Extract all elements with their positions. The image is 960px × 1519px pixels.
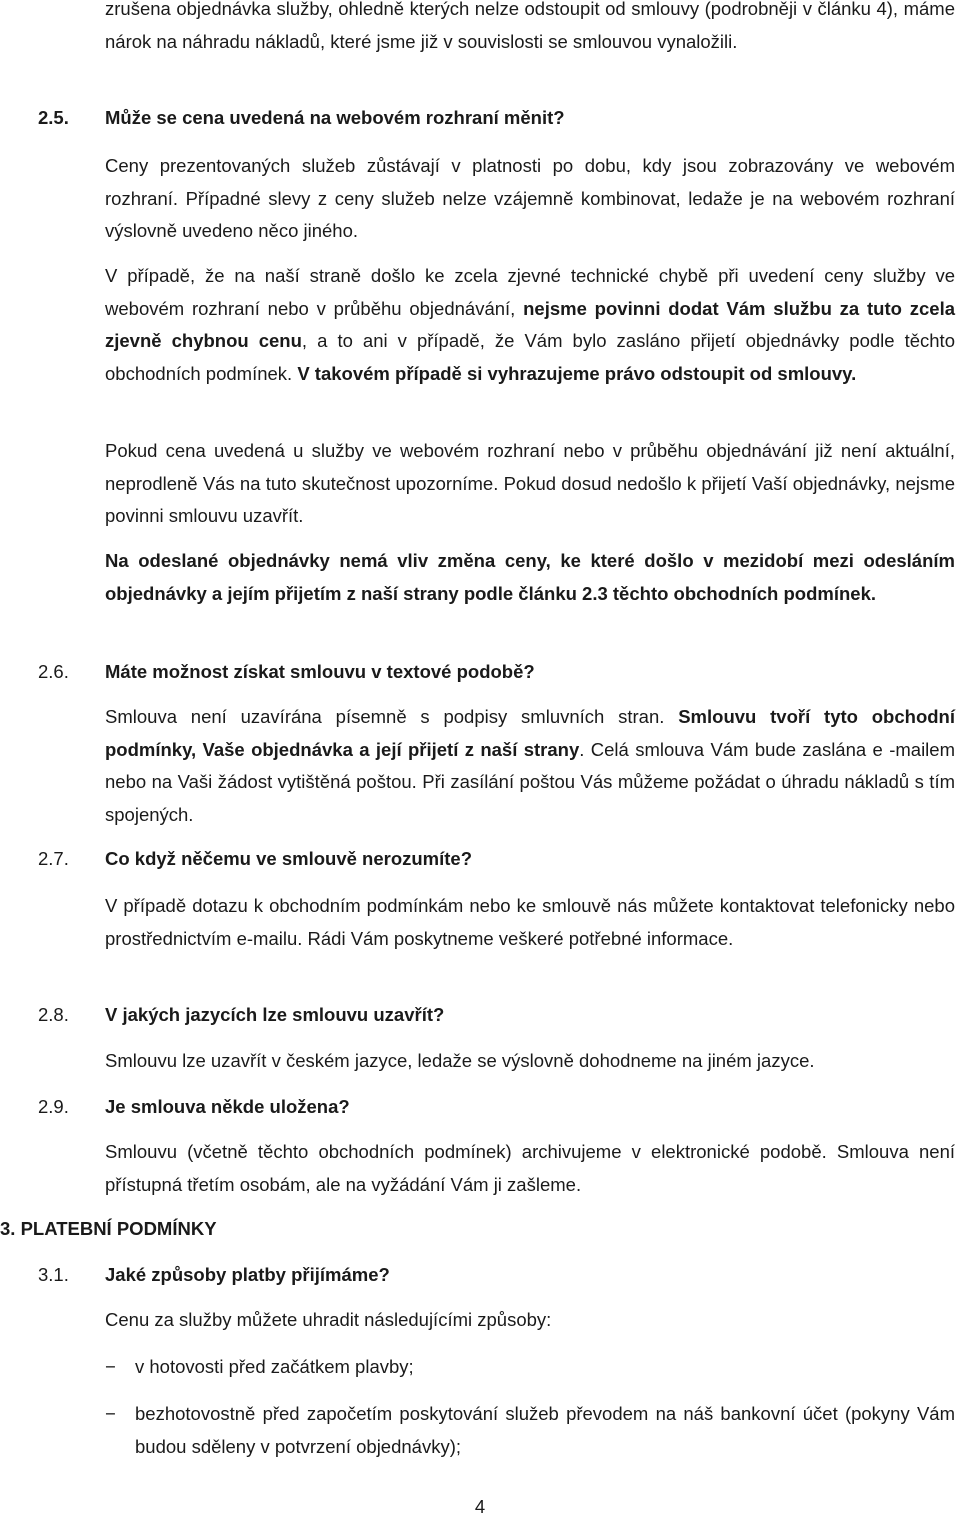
section-number-2-9: 2.9. [38,1096,69,1117]
section-heading-2-8: V jakých jazycích lze smlouvu uzavřít? [105,1004,445,1025]
paragraph-payment-intro: Cenu za služby můžete uhradit následujícími způsoby: [105,1309,552,1330]
section-number-2-5: 2.5. [38,107,69,128]
dash-bullet-icon: − [105,1403,116,1424]
section-heading-2-6: Máte možnost získat smlouvu v textové podobě? [105,661,535,682]
paragraph-prices: Ceny prezentovaných služeb zůstávají v platnosti po dobu, kdy jsou zobrazovány ve webovém rozhraní. Případné slevy z ceny služeb nelze vzájemně kombinovat, ledaže je na webovém rozhraní výslovně uvedeno něco jiného. [105,155,955,241]
chapter-heading-3: 3. PLATEBNÍ PODMÍNKY [0,1218,217,1239]
paragraph-price-error: V případě, že na naší straně došlo ke zcela zjevné technické chybě při uvedení ceny služby ve webovém rozhraní nebo v průběhu objednávání, nejsme povinni dodat Vám službu za tuto zcela zjevně chybnou cenu, a to ani v případě, že Vám bylo zasláno přijetí objednávky podle těchto obchodních podmínek. V takovém případě si vyhrazujeme právo odstoupit od smlouvy. [105,265,956,384]
paragraph-language: Smlouvu lze uzavřít v českém jazyce, ledaže se výslovně dohodneme na jiném jazyce. [105,1050,815,1071]
paragraph-top: zrušena objednávka služby, ohledně kterých nelze odstoupit od smlouvy (podrobněji v článku 4), máme nárok na náhradu nákladů, které jsme již v souvislosti se smlouvou vynaložili. [105,0,955,52]
section-heading-3-1: Jaké způsoby platby přijímáme? [105,1264,390,1285]
section-heading-2-9: Je smlouva někde uložena? [105,1096,350,1117]
section-number-2-7: 2.7. [38,848,69,869]
page-number: 4 [474,1496,486,1517]
paragraph-price-outdated: Pokud cena uvedená u služby ve webovém rozhraní nebo v průběhu objednávání již není aktuální, neprodleně Vás na tuto skutečnost upozorníme. Pokud dosud nedošlo k přijetí Vaší objednávky, nejsme povinni smlouvu uzavřít. [105,440,955,526]
paragraph-archive: Smlouvu (včetně těchto obchodních podmínek) archivujeme v elektronické podobě. Smlouva není přístupná třetím osobám, ale na vyžádání Vám ji zašleme. [105,1141,955,1195]
section-number-2-8: 2.8. [38,1004,69,1025]
emphasis-contract-composition: Smlouvu tvoří tyto obchodní podmínky, Vaše objednávka a její přijetí z naší strany [105,706,955,760]
section-number-2-6: 2.6. [38,661,69,682]
paragraph-contact: V případě dotazu k obchodním podmínkám nebo ke smlouvě nás můžete kontaktovat telefonicky nebo prostřednictvím e-mailu. Rádi Vám poskytneme veškeré potřebné informace. [105,895,955,949]
paragraph-contract-text-form: Smlouva není uzavírána písemně s podpisy smluvních stran. Smlouvu tvoří tyto obchodní podmínky, Vaše objednávka a její přijetí z naší strany. Celá smlouva Vám bude zaslána e -mailem nebo na Vaši žádost vytištěná poštou. Při zasílání poštou Vás můžeme požádat o úhradu nákladů s tím spojených. [105,706,955,825]
section-heading-2-5: Může se cena uvedená na webovém rozhraní měnit? [105,107,565,128]
document-page: zrušena objednávka služby, ohledně kterých nelze odstoupit od smlouvy (podrobněji v článku 4), máme nárok na náhradu nákladů, které jsme již v souvislosti se smlouvou vynaložili. 2.5. Může se cena uvedená na webovém rozhraní měnit? Ceny prezentovaných služeb zůstávají v platnosti po dobu, kdy jsou zobrazovány ve webovém rozhraní. Případné slevy z ceny služeb nelze vzájemně kombinovat, ledaže je na webovém rozhraní výslovně uvedeno něco jiného. V případě, že na naší straně došlo ke zcela zjevné technické chybě při uvedení ceny služby ve webovém rozhraní nebo v průběhu objednávání, nejsme povinni dodat Vám službu za tuto zcela zjevně chybnou cenu, a to ani v případě, že Vám bylo zasláno přijetí objednávky podle těchto obchodních podmínek. V takovém případě si vyhrazujeme právo odstoupit od smlouvy. Pokud cena uvedená u služby ve webovém rozhraní nebo v průběhu objednávání již není aktuální, neprodleně Vás na tuto skutečnost upozorníme. Pokud dosud nedošlo k přijetí Vaší objednávky, nejsme povinni smlouvu uzavřít. Na odeslané objednávky nemá vliv změna ceny, ke které došlo v mezidobí mezi odesláním objednávky a jejím přijetím z naší strany podle článku 2.3 těchto obchodních podmínek. 2.6. Máte možnost získat smlouvu v textové podobě? Smlouva není uzavírána písemně s podpisy smluvních stran. Smlouvu tvoří tyto obchodní podmínky, Vaše objednávka a její přijetí z naší strany. Celá smlouva Vám bude zaslána e -mailem nebo na Vaši žádost vytištěná poštou. Při zasílání poštou Vás můžeme požádat o úhradu nákladů s tím spojených. 2.7. Co když něčemu ve smlouvě nerozumíte? V případě dotazu k obchodním podmínkám nebo ke smlouvě nás můžete kontaktovat telefonicky nebo prostřednictvím e-mailu. Rádi Vám poskytneme veškeré potřebné informace. 2.8. V jakých jazycích lze smlouvu uzavřít? Smlouvu lze uzavřít v českém jazyce, ledaže se výslovně dohodneme na jiném jazyce. 2.9. Je smlouva někde uložena? Smlouvu (včetně těchto obchodních podmínek) archivujeme v elektronické podobě. Smlouva není přístupná třetím osobám, ale na vyžádání Vám ji zašleme. 3. PLATEBNÍ PODMÍNKY 3.1. Jaké způsoby platby přijímáme? Cenu za služby můžete uhradit následujícími způsoby: − v hotovosti před začátkem plavby; − bezhotovostně před započetím poskytování služeb převodem na náš bankovní účet (pokyny Vám budou sděleny v potvrzení objednávky); 4 [0,0,960,1515]
section-heading-2-7: Co když něčemu ve smlouvě nerozumíte? [105,848,473,869]
emphasis-not-obliged: nejsme povinni dodat Vám službu za tuto zcela zjevně chybnou cenu [105,297,956,351]
section-number-3-1: 3.1. [38,1264,69,1285]
emphasis-withdraw-right: V takovém případě si vyhrazujeme právo odstoupit od smlouvy. [297,362,857,384]
paragraph-price-change: Na odeslané objednávky nemá vliv změna ceny, ke které došlo v mezidobí mezi odesláním objednávky a jejím přijetím z naší strany podle článku 2.3 těchto obchodních podmínek. [105,550,955,604]
dash-bullet-icon: − [105,1356,116,1377]
